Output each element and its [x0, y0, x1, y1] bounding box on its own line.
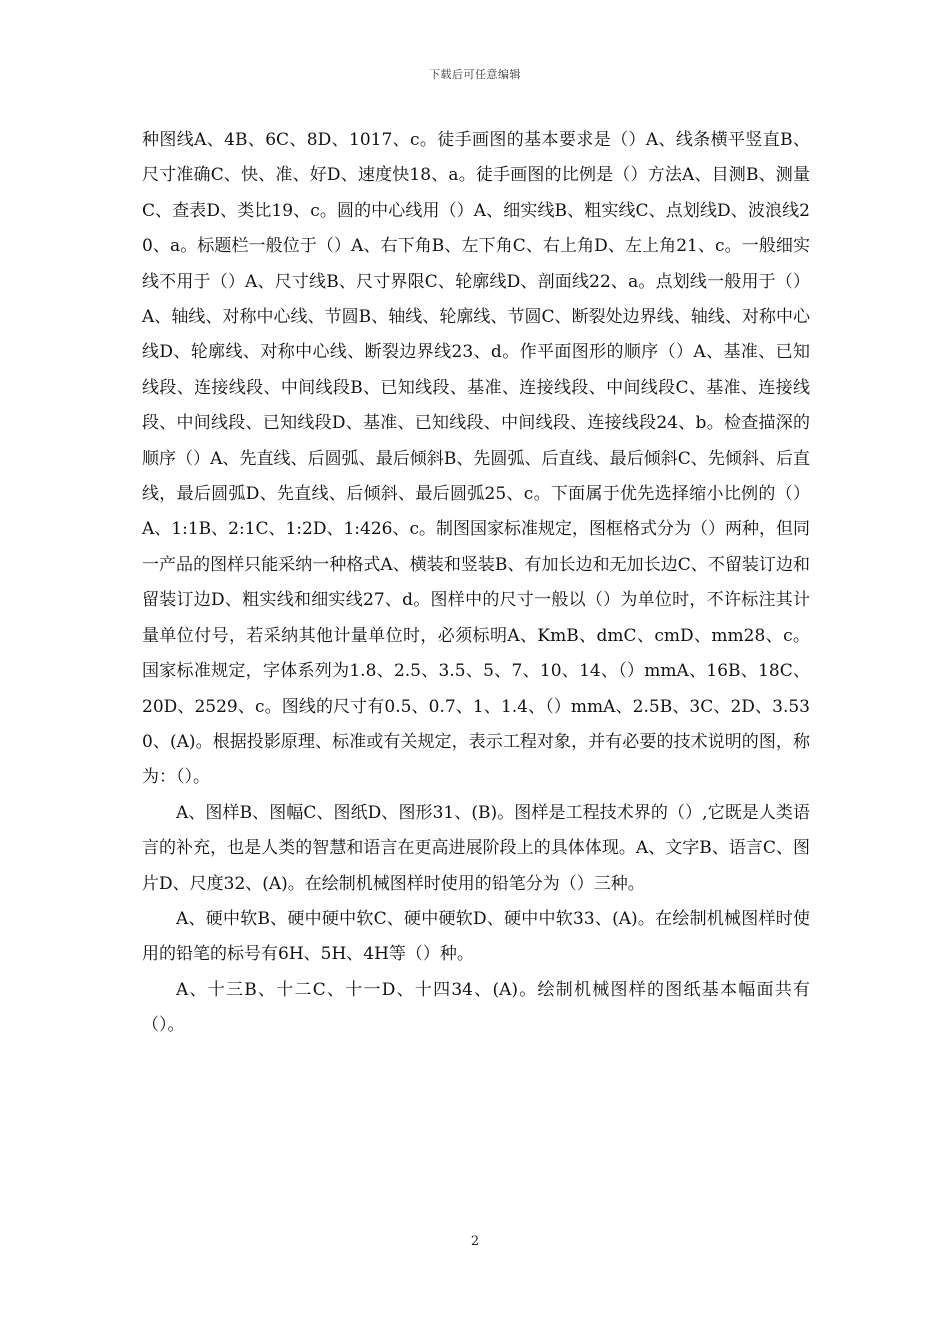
paragraph-questions-31-32: A、图样B、图幅C、图纸D、图形31、(B)。图样是工程技术界的（）,它既是人类语言的补充，也是人类的智慧和语言在更高进展阶段上的具体体现。A、文字B、语言C、图片D、尺度32、(A)。在绘制机械图样时使用的铅笔分为（）三种。 — [142, 802, 810, 894]
document-body — [142, 123, 810, 1044]
page-header: 下载后可任意编辑 — [429, 68, 521, 81]
paragraph-questions-17-30: 种图线A、4B、6C、8D、1017、c。徒手画图的基本要求是（）A、线条横平竖直B、尺寸准确C、快、准、好D、速度快18、a。徒手画图的比例是（）方法A、目测B、测量C、查表D、类比19、c。圆的中心线用（）A、细实线B、粗实线C、点划线D、波浪线20、a。标题栏一般位于（）A、右下角B、左下角C、右上角D、左上角21、c。一般细实线不用于（）A、尺寸线B、尺寸界限C、轮廓线D、剖面线22、a。点划线一般用于（）A、轴线、对称中心线、节圆B、轴线、轮廓线、节圆C、断裂处边界线、轴线、对称中心线D、轮廓线、对称中心线、断裂边界线23、d。作平面图形的顺序（）A、基准、已知线段、连接线段、中间线段B、已知线段、基准、连接线段、中间线段C、基准、连接线段、中间线段、已知线段D、基准、已知线段、中间线段、连接线段24、b。检查描深的顺序（）A、先直线、后圆弧、最后倾斜B、先圆弧、后直线、最后倾斜C、先倾斜、后直线，最后圆弧D、先直线、后倾斜、最后圆弧25、c。下面属于优先选择缩小比例的（）A、1:1B、2:1C、1:2D、1:426、c。制图国家标准规定，图框格式分为（）两种，但同一产品的图样只能采纳一种格式A、横装和竖装B、有加长边和无加长边C、不留装订边和留装订边D、粗实线和细实线27、d。图样中的尺寸一般以（）为单位时，不许标注其计量单位付号，若采纳其他计量单位时，必须标明A、KmB、dmC、cmD、mm28、c。国家标准规定，字体系列为1.8、2.5、3.5、5、7、10、14、（）mmA、16B、18C、20D、2529、c。图线的尺寸有0.5、0.7、1、1.4、（）mmA、2.5B、3C、2D、3.530、(A)。根据投影原理、标准或有关规定，表示工程对象，并有必要的技术说明的图，称为：（）。 — [142, 130, 810, 788]
paragraph-question-33: A、硬中软B、硬中硬中软C、硬中硬软D、硬中中软33、(A)。在绘制机械图样时使用的铅笔的标号有6H、5H、4H等（）种。 — [142, 908, 810, 965]
page-number: 2 — [470, 1234, 480, 1249]
paragraph-question-34: A、十三B、十二C、十一D、十四34、(A)。绘制机械图样的图纸基本幅面共有（）。 — [142, 979, 810, 1036]
